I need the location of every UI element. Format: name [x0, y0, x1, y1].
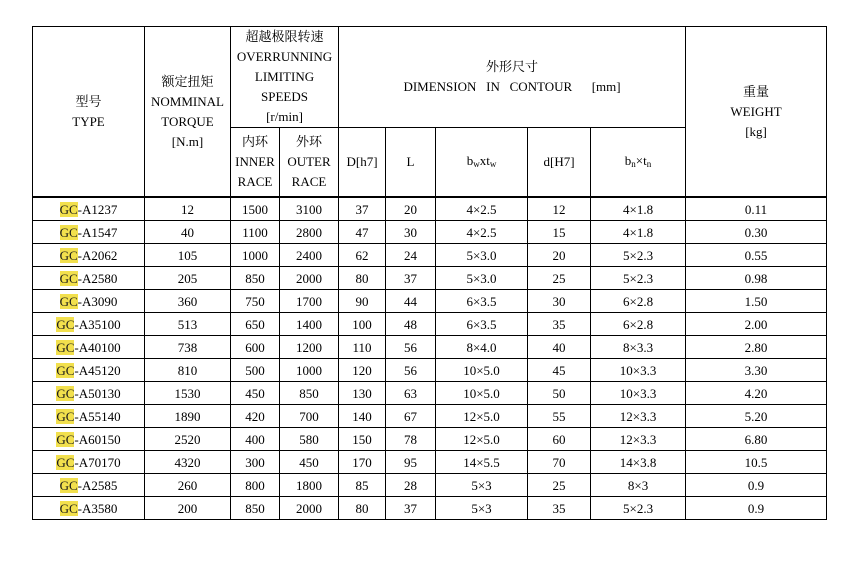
cell-bn: 12×3.3 [591, 428, 686, 451]
header-inner-zh: 内环 [241, 134, 268, 149]
table-row [33, 290, 827, 313]
model-prefix-highlight: GC [56, 362, 75, 378]
cell-D: 150 [339, 428, 386, 451]
table-row [33, 221, 827, 244]
cell-torque: 205 [145, 267, 231, 290]
model-suffix: -A1547 [77, 224, 118, 240]
cell-d: 35 [528, 497, 591, 520]
cell-L: 63 [386, 382, 436, 405]
cell-D: 120 [339, 359, 386, 382]
cell-type [33, 382, 145, 405]
cell-D: 80 [339, 497, 386, 520]
cell-weight: 4.20 [686, 382, 827, 405]
header-outer [280, 128, 339, 198]
cell-bw: 6×3.5 [436, 290, 528, 313]
cell-weight: 0.30 [686, 221, 827, 244]
header-col-bw-sub2: w [489, 158, 497, 169]
cell-d: 15 [528, 221, 591, 244]
cell-weight: 1.50 [686, 290, 827, 313]
cell-L: 20 [386, 197, 436, 221]
cell-L: 48 [386, 313, 436, 336]
cell-type [33, 497, 145, 520]
cell-inner: 500 [231, 359, 280, 382]
cell-type [33, 221, 145, 244]
model-suffix: -A2585 [77, 477, 118, 493]
cell-outer: 580 [280, 428, 339, 451]
model-prefix-highlight: GC [59, 201, 78, 217]
cell-inner: 750 [231, 290, 280, 313]
table-row [33, 197, 827, 221]
header-inner-en1: INNER [235, 154, 275, 169]
cell-outer: 3100 [280, 197, 339, 221]
header-outer-en1: OUTER [287, 154, 331, 169]
cell-inner: 300 [231, 451, 280, 474]
cell-torque: 1530 [145, 382, 231, 405]
table-row [33, 244, 827, 267]
cell-L: 56 [386, 359, 436, 382]
cell-type [33, 428, 145, 451]
cell-d: 25 [528, 267, 591, 290]
cell-torque: 105 [145, 244, 231, 267]
header-col-L: L [386, 128, 436, 198]
header-inner-en2: RACE [237, 174, 273, 189]
model-suffix: -A40100 [74, 339, 121, 355]
model-suffix: -A70170 [74, 454, 121, 470]
cell-bw: 8×4.0 [436, 336, 528, 359]
cell-torque: 810 [145, 359, 231, 382]
header-col-bn-sub1: n [631, 158, 636, 169]
cell-bn: 10×3.3 [591, 359, 686, 382]
cell-weight: 0.9 [686, 474, 827, 497]
header-col-D: D[h7] [339, 128, 386, 198]
cell-bw: 12×5.0 [436, 405, 528, 428]
cell-type [33, 336, 145, 359]
cell-inner: 1000 [231, 244, 280, 267]
cell-inner: 650 [231, 313, 280, 336]
cell-L: 56 [386, 336, 436, 359]
cell-d: 12 [528, 197, 591, 221]
model-suffix: -A45120 [74, 362, 121, 378]
cell-bw: 5×3.0 [436, 244, 528, 267]
cell-inner: 450 [231, 382, 280, 405]
header-type [33, 27, 145, 198]
cell-D: 110 [339, 336, 386, 359]
cell-D: 140 [339, 405, 386, 428]
cell-bn: 10×3.3 [591, 382, 686, 405]
model-suffix: -A1237 [77, 201, 118, 217]
cell-weight: 0.11 [686, 197, 827, 221]
cell-weight: 0.98 [686, 267, 827, 290]
cell-bw: 10×5.0 [436, 359, 528, 382]
model-prefix-highlight: GC [59, 293, 78, 309]
cell-torque: 1890 [145, 405, 231, 428]
header-outer-en2: RACE [291, 174, 327, 189]
model-prefix-highlight: GC [56, 339, 75, 355]
header-speed-en1: OVERRUNNING [236, 49, 333, 64]
cell-D: 170 [339, 451, 386, 474]
cell-D: 130 [339, 382, 386, 405]
model-suffix: -A3090 [77, 293, 118, 309]
header-col-bn-b: b [624, 152, 632, 168]
model-prefix-highlight: GC [59, 224, 78, 240]
cell-bn: 4×1.8 [591, 221, 686, 244]
cell-bn: 12×3.3 [591, 405, 686, 428]
cell-weight: 2.80 [686, 336, 827, 359]
cell-weight: 10.5 [686, 451, 827, 474]
table-header [33, 27, 827, 198]
cell-bw: 10×5.0 [436, 382, 528, 405]
cell-torque: 200 [145, 497, 231, 520]
header-torque-zh: 额定扭矩 [161, 73, 214, 89]
header-dimension-zh: 外形尺寸 [486, 59, 539, 74]
model-suffix: -A60150 [74, 431, 121, 447]
header-torque [145, 27, 231, 198]
cell-d: 40 [528, 336, 591, 359]
cell-outer: 2400 [280, 244, 339, 267]
spec-table [32, 26, 827, 520]
cell-weight: 0.9 [686, 497, 827, 520]
table-row [33, 497, 827, 520]
cell-type [33, 290, 145, 313]
cell-bw: 4×2.5 [436, 197, 528, 221]
header-col-bn-x: ×t [635, 152, 647, 168]
cell-d: 30 [528, 290, 591, 313]
table-row [33, 336, 827, 359]
header-dimension-unit: [mm] [591, 79, 621, 94]
table-row [33, 405, 827, 428]
header-col-bn [591, 128, 686, 198]
header-col-bw-b: b [466, 152, 474, 168]
header-type-en: TYPE [72, 113, 105, 129]
header-speed-zh: 超越极限转速 [245, 29, 324, 44]
cell-weight: 0.55 [686, 244, 827, 267]
header-inner [231, 128, 280, 198]
header-col-bw-x: xt [479, 152, 490, 168]
model-prefix-highlight: GC [56, 454, 75, 470]
header-col-bw-sub1: w [473, 158, 480, 169]
cell-bn: 6×2.8 [591, 313, 686, 336]
cell-D: 80 [339, 267, 386, 290]
cell-type [33, 359, 145, 382]
cell-weight: 2.00 [686, 313, 827, 336]
cell-outer: 1700 [280, 290, 339, 313]
cell-d: 45 [528, 359, 591, 382]
cell-outer: 850 [280, 382, 339, 405]
model-suffix: -A3580 [77, 500, 118, 516]
cell-d: 35 [528, 313, 591, 336]
table-row [33, 451, 827, 474]
cell-d: 60 [528, 428, 591, 451]
model-suffix: -A50130 [74, 385, 121, 401]
cell-L: 67 [386, 405, 436, 428]
cell-D: 62 [339, 244, 386, 267]
cell-outer: 2800 [280, 221, 339, 244]
header-speed-en2: LIMITING SPEEDS [254, 69, 315, 104]
cell-type [33, 405, 145, 428]
model-prefix-highlight: GC [59, 270, 78, 286]
cell-bw: 14×5.5 [436, 451, 528, 474]
cell-L: 95 [386, 451, 436, 474]
cell-inner: 1500 [231, 197, 280, 221]
model-prefix-highlight: GC [56, 316, 75, 332]
cell-d: 25 [528, 474, 591, 497]
model-prefix-highlight: GC [59, 477, 78, 493]
table-row [33, 382, 827, 405]
cell-type [33, 451, 145, 474]
model-suffix: -A55140 [74, 408, 121, 424]
header-weight-en: WEIGHT [730, 103, 782, 119]
cell-L: 37 [386, 497, 436, 520]
cell-inner: 800 [231, 474, 280, 497]
cell-outer: 2000 [280, 497, 339, 520]
cell-bw: 4×2.5 [436, 221, 528, 244]
model-prefix-highlight: GC [56, 408, 75, 424]
cell-type [33, 244, 145, 267]
cell-bn: 5×2.3 [591, 267, 686, 290]
cell-torque: 513 [145, 313, 231, 336]
header-type-zh: 型号 [75, 93, 102, 109]
header-col-bn-sub2: n [646, 158, 652, 169]
cell-type [33, 474, 145, 497]
cell-type [33, 267, 145, 290]
cell-bw: 12×5.0 [436, 428, 528, 451]
cell-inner: 850 [231, 497, 280, 520]
cell-weight: 3.30 [686, 359, 827, 382]
header-speed [231, 27, 339, 128]
cell-torque: 738 [145, 336, 231, 359]
header-dimension [339, 27, 686, 128]
cell-bw: 6×3.5 [436, 313, 528, 336]
cell-L: 37 [386, 267, 436, 290]
cell-bw: 5×3 [436, 474, 528, 497]
header-torque-en2: TORQUE [161, 113, 214, 129]
cell-outer: 1000 [280, 359, 339, 382]
cell-bn: 14×3.8 [591, 451, 686, 474]
header-torque-en1: NOMMINAL [151, 93, 224, 109]
model-suffix: -A2062 [77, 247, 118, 263]
cell-D: 85 [339, 474, 386, 497]
cell-torque: 260 [145, 474, 231, 497]
cell-bw: 5×3.0 [436, 267, 528, 290]
cell-weight: 6.80 [686, 428, 827, 451]
cell-bn: 6×2.8 [591, 290, 686, 313]
cell-D: 37 [339, 197, 386, 221]
cell-outer: 700 [280, 405, 339, 428]
cell-bn: 4×1.8 [591, 197, 686, 221]
header-col-bw [436, 128, 528, 198]
cell-d: 55 [528, 405, 591, 428]
cell-outer: 1400 [280, 313, 339, 336]
cell-d: 70 [528, 451, 591, 474]
cell-L: 44 [386, 290, 436, 313]
table-row [33, 267, 827, 290]
cell-d: 50 [528, 382, 591, 405]
model-suffix: -A35100 [74, 316, 121, 332]
table-body [33, 197, 827, 520]
model-suffix: -A2580 [77, 270, 118, 286]
cell-D: 100 [339, 313, 386, 336]
table-row [33, 474, 827, 497]
cell-D: 90 [339, 290, 386, 313]
header-weight [686, 27, 827, 198]
cell-bw: 5×3 [436, 497, 528, 520]
table-row [33, 428, 827, 451]
model-prefix-highlight: GC [56, 385, 75, 401]
header-col-d: d[H7] [528, 128, 591, 198]
cell-outer: 1800 [280, 474, 339, 497]
header-dimension-en: DIMENSION IN CONTOUR [403, 79, 573, 94]
cell-bn: 5×2.3 [591, 244, 686, 267]
cell-inner: 420 [231, 405, 280, 428]
model-prefix-highlight: GC [59, 500, 78, 516]
cell-L: 78 [386, 428, 436, 451]
header-weight-unit: [kg] [745, 123, 767, 139]
cell-L: 28 [386, 474, 436, 497]
cell-type [33, 197, 145, 221]
header-outer-zh: 外环 [296, 134, 323, 149]
cell-bn: 5×2.3 [591, 497, 686, 520]
cell-inner: 600 [231, 336, 280, 359]
cell-outer: 2000 [280, 267, 339, 290]
cell-torque: 2520 [145, 428, 231, 451]
cell-weight: 5.20 [686, 405, 827, 428]
cell-L: 30 [386, 221, 436, 244]
model-prefix-highlight: GC [59, 247, 78, 263]
cell-inner: 1100 [231, 221, 280, 244]
cell-torque: 4320 [145, 451, 231, 474]
header-torque-unit: [N.m] [171, 133, 204, 149]
cell-bn: 8×3 [591, 474, 686, 497]
header-speed-unit: [r/min] [266, 109, 303, 124]
cell-inner: 850 [231, 267, 280, 290]
cell-d: 20 [528, 244, 591, 267]
cell-outer: 1200 [280, 336, 339, 359]
model-prefix-highlight: GC [56, 431, 75, 447]
cell-inner: 400 [231, 428, 280, 451]
table-row [33, 359, 827, 382]
cell-D: 47 [339, 221, 386, 244]
cell-torque: 40 [145, 221, 231, 244]
cell-type [33, 313, 145, 336]
header-weight-zh: 重量 [743, 83, 770, 99]
table-row [33, 313, 827, 336]
cell-torque: 12 [145, 197, 231, 221]
cell-outer: 450 [280, 451, 339, 474]
cell-L: 24 [386, 244, 436, 267]
cell-bn: 8×3.3 [591, 336, 686, 359]
cell-torque: 360 [145, 290, 231, 313]
